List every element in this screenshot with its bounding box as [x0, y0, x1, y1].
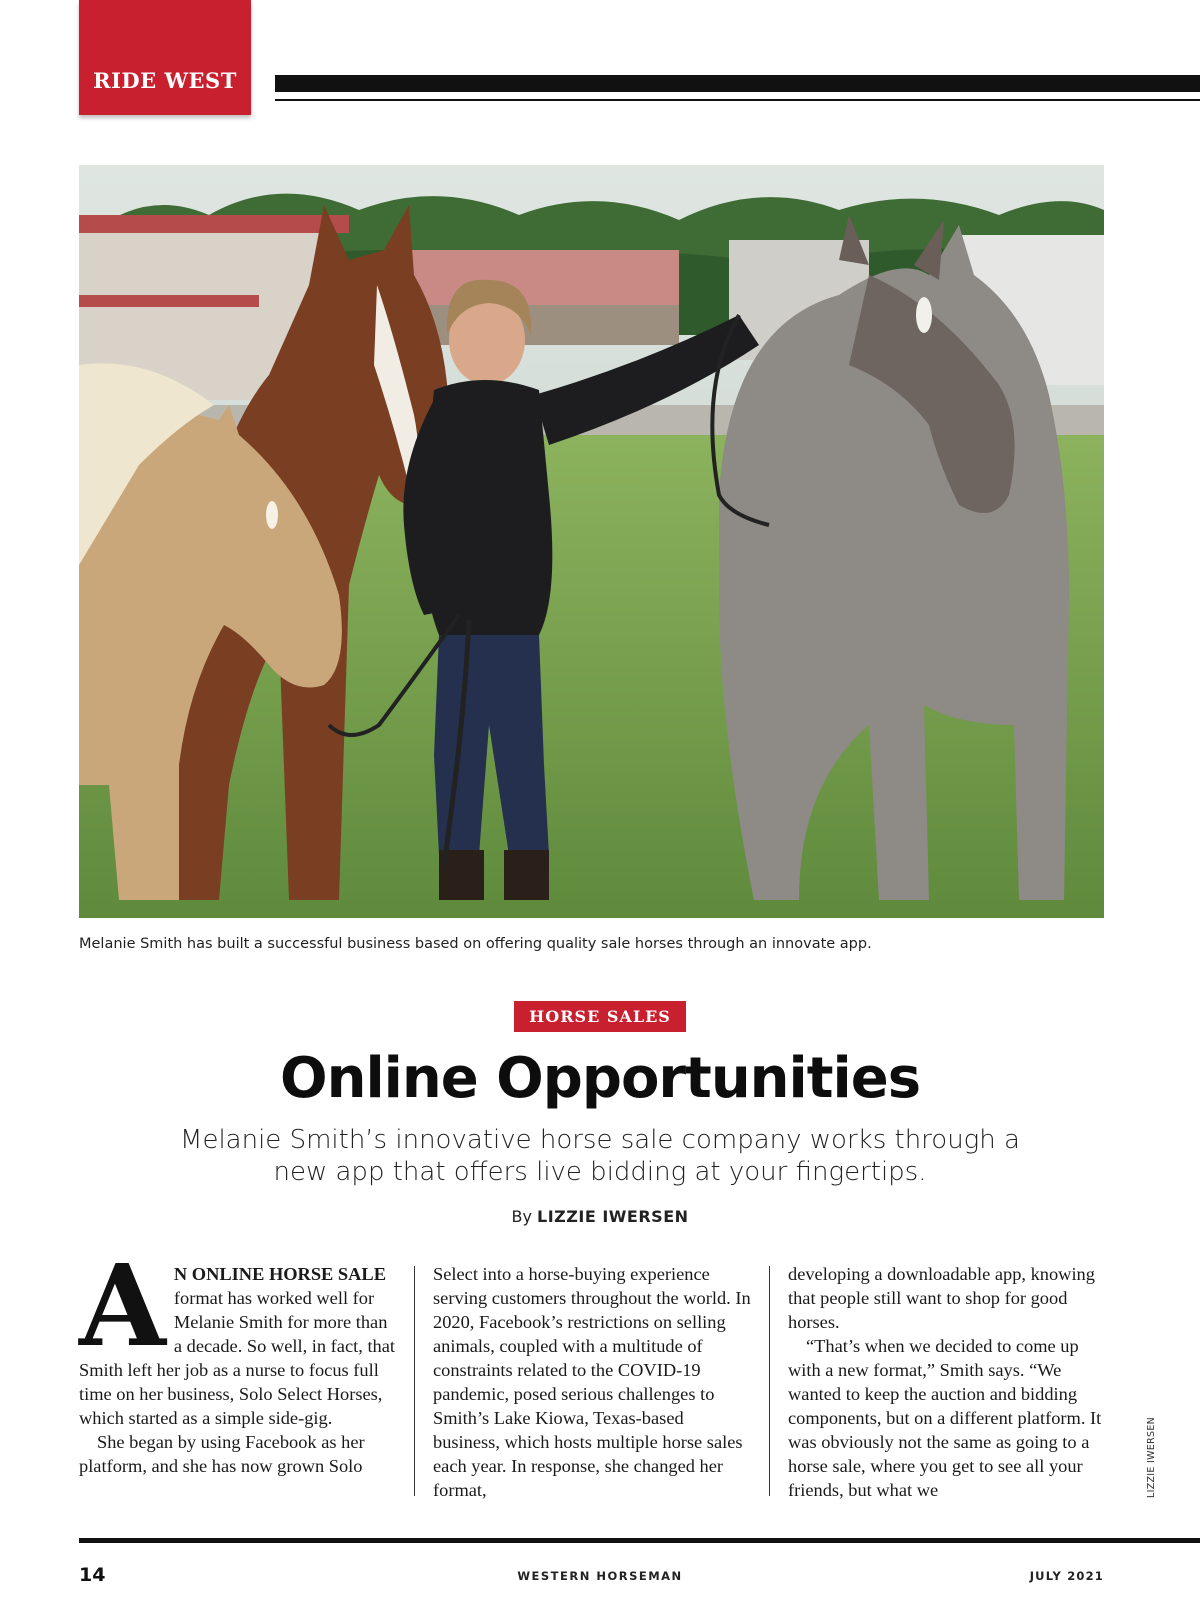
- article-column-3: [788, 1262, 1108, 1502]
- issue-date: JULY 2021: [1029, 1569, 1104, 1583]
- feature-photo: [79, 165, 1104, 918]
- header-rule-thin: [275, 99, 1200, 101]
- photo-credit: LIZZIE IWERSEN: [1146, 1416, 1157, 1498]
- section-label: RIDE WEST: [93, 68, 237, 93]
- article-headline: Online Opportunities: [279, 1046, 921, 1111]
- paragraph: [79, 1241, 399, 1430]
- article-column-1: [79, 1241, 399, 1478]
- section-tag: [79, 0, 251, 115]
- byline-author: LIZZIE IWERSEN: [537, 1207, 689, 1226]
- column-divider: [769, 1266, 770, 1496]
- byline-prefix: By: [511, 1207, 532, 1226]
- footer-rule: [79, 1538, 1200, 1543]
- paragraph: developing a downloadable app, knowing that people still want to shop for good horses.: [788, 1264, 1095, 1332]
- header-rule-thick: [275, 75, 1200, 92]
- article-deck: Melanie Smith’s innovative horse sale company works through a new app that offers live bidding at your fingertips.: [180, 1125, 1020, 1187]
- photo-caption: Melanie Smith has built a successful business based on offering quality sale horses through an innovate app.: [79, 936, 872, 952]
- lead-in: N ONLINE HORSE SALE: [173, 1264, 386, 1284]
- article-kicker: HORSE SALES: [514, 1001, 686, 1032]
- article-byline: [0, 1207, 1200, 1226]
- horses-photo-illustration: [79, 165, 1104, 918]
- column-divider: [414, 1266, 415, 1496]
- paragraph: Select into a horse-buying experience serving customers throughout the world. In 2020, Facebook’s restrictions on selling animals, coupled with a multitude of constraints related to the COVID-19 pandemic, posed serious challenges to Smith’s Lake Kiowa, Texas-based business, which hosts multiple horse sales each year. In response, she changed her format,: [433, 1264, 751, 1500]
- article-column-2: [433, 1262, 753, 1502]
- magazine-name: WESTERN HORSEMAN: [517, 1569, 683, 1583]
- page-number: 14: [79, 1564, 106, 1586]
- paragraph-text: format has worked well for Melanie Smith for more than a decade. So well, in fact, that Smith left her job as a nurse to focus full time on her business, Solo Select Horses, which started as a simple side-gig.: [79, 1288, 396, 1428]
- drop-cap: A: [79, 1241, 166, 1372]
- paragraph: She began by using Facebook as her platform, and she has now grown Solo: [79, 1432, 365, 1476]
- paragraph: “That’s when we decided to come up with a new format,” Smith says. “We wanted to keep the auction and bidding components, but on a different platform. It was obviously not the same as going to a horse sale, where you get to see all your friends, but what we: [788, 1336, 1102, 1500]
